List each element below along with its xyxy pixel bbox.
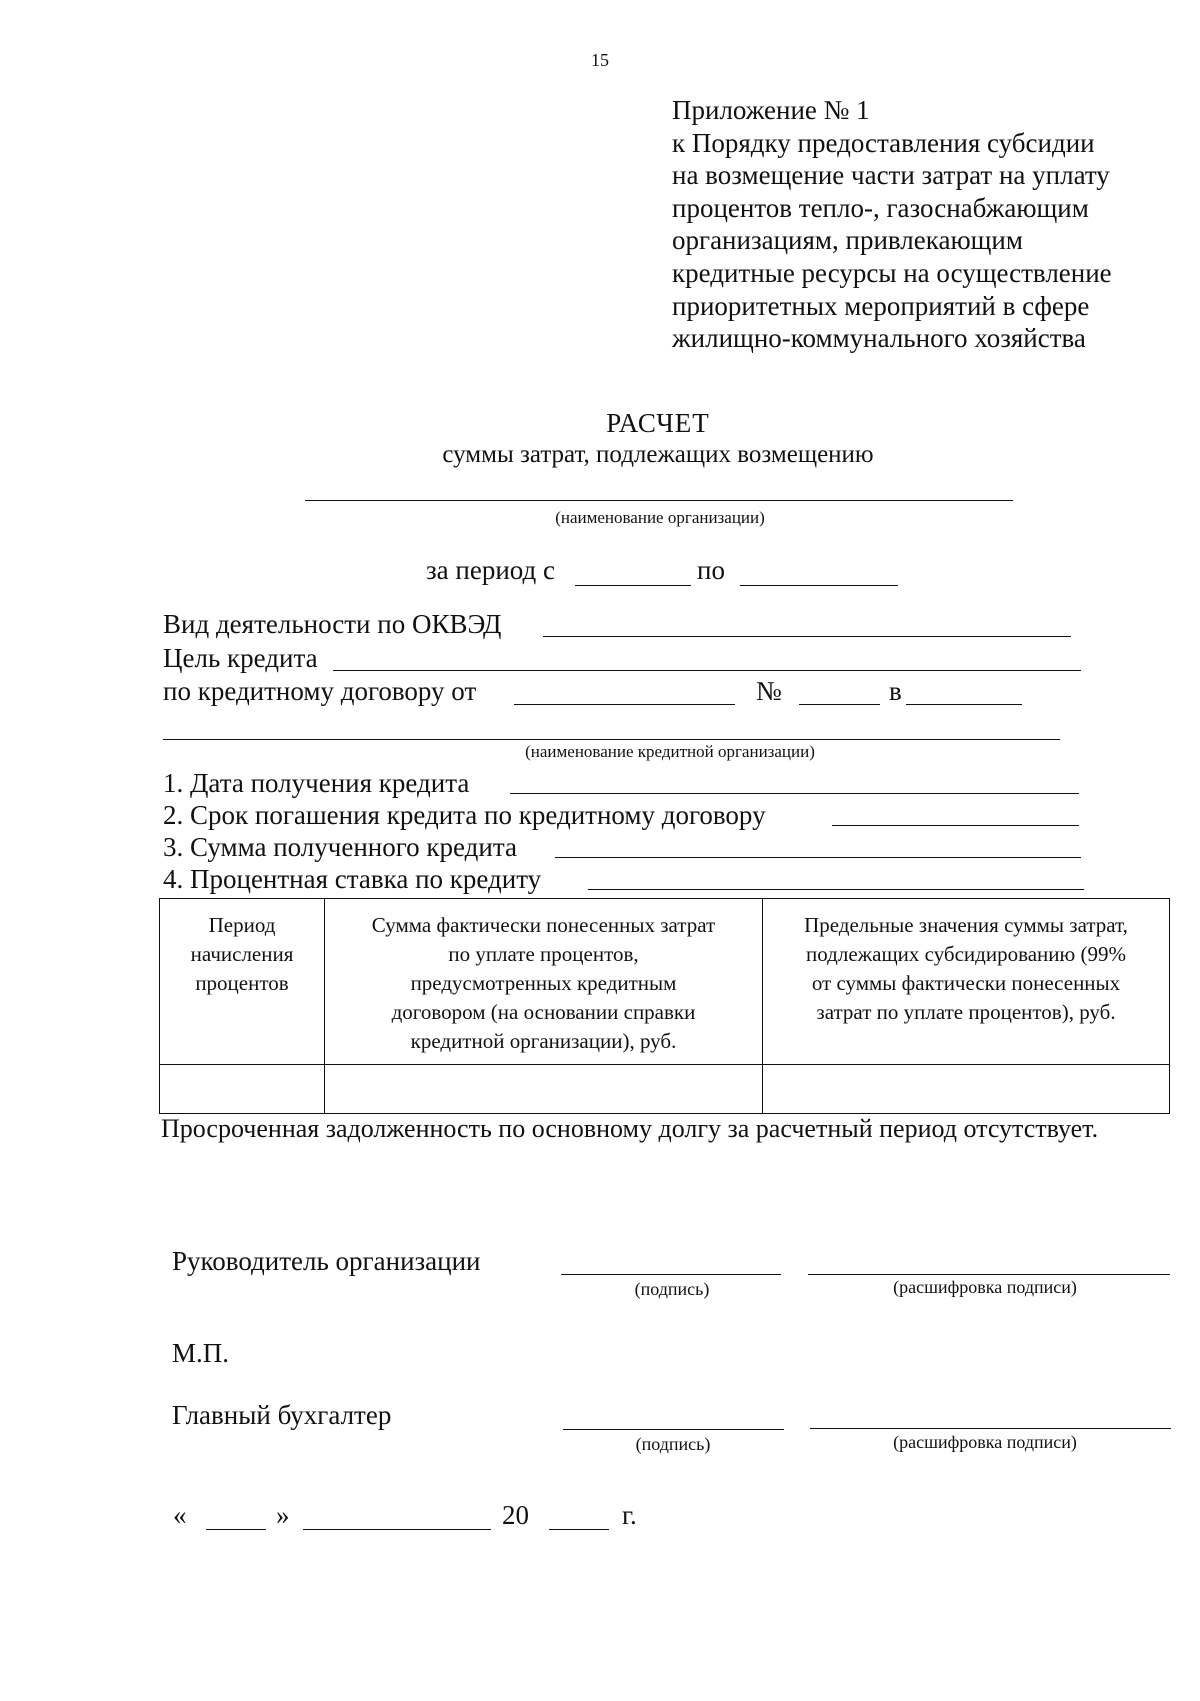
appendix-block: [672, 94, 1142, 355]
date-close-quote: »: [276, 1500, 290, 1530]
item-interest-rate-field[interactable]: [588, 889, 1084, 890]
calculation-table: [159, 898, 1170, 1114]
contract-number-label: №: [756, 676, 782, 706]
head-signature-line[interactable]: [561, 1274, 781, 1275]
head-decoding-caption: (расшифровка подписи): [893, 1277, 1077, 1297]
item-credit-date-label: 1. Дата получения кредита: [163, 768, 470, 798]
period-from-field[interactable]: [575, 585, 691, 586]
contract-label: по кредитному договору от: [163, 676, 477, 706]
item-repayment-term-field[interactable]: [832, 825, 1079, 826]
document-title: РАСЧЕТ: [606, 408, 710, 438]
cell-actual-costs[interactable]: [325, 1065, 763, 1114]
appendix-line: приоритетных мероприятий в сфере: [672, 290, 1090, 321]
accountant-decoding-line[interactable]: [810, 1428, 1171, 1429]
bank-name-line[interactable]: [163, 739, 1060, 740]
appendix-line: организациям, привлекающим: [672, 225, 1023, 256]
cell-interest-period[interactable]: [160, 1065, 325, 1114]
item-repayment-term-label: 2. Срок погашения кредита по кредитному договору: [163, 800, 766, 830]
accountant-signature-caption: (подпись): [635, 1434, 711, 1454]
stamp-label: М.П.: [172, 1338, 230, 1368]
contract-number-field[interactable]: [799, 704, 880, 705]
appendix-line: Приложение № 1: [672, 95, 870, 125]
period-to-field[interactable]: [740, 585, 898, 586]
date-day-field[interactable]: [206, 1529, 266, 1530]
head-signature-caption: (подпись): [634, 1279, 710, 1299]
appendix-line: к Порядку предоставления субсидии: [672, 127, 1095, 158]
period-to-label: по: [697, 555, 725, 585]
accountant-decoding-caption: (расшифровка подписи): [893, 1432, 1077, 1452]
item-interest-rate-label: 4. Процентная ставка по кредиту: [163, 864, 542, 894]
org-name-line[interactable]: [305, 500, 1013, 501]
appendix-line: кредитные ресурсы на осуществление: [672, 257, 1112, 288]
table-row: [160, 1065, 1170, 1114]
head-decoding-line[interactable]: [808, 1274, 1170, 1275]
date-month-field[interactable]: [303, 1529, 491, 1530]
date-year-prefix: 20: [502, 1500, 529, 1530]
contract-bank-inline-field[interactable]: [906, 704, 1022, 705]
cell-subsidy-limit[interactable]: [763, 1065, 1170, 1114]
credit-goal-label: Цель кредита: [163, 643, 318, 673]
header-interest-period: Период начисления процентов: [160, 899, 325, 1065]
accountant-label: Главный бухгалтер: [172, 1400, 392, 1430]
accountant-signature-line[interactable]: [563, 1429, 784, 1430]
okved-label: Вид деятельности по ОКВЭД: [163, 609, 502, 639]
date-year-suffix: г.: [622, 1500, 637, 1530]
header-subsidy-limit: Предельные значения суммы затрат, подлежащих субсидированию (99% от суммы фактически понесенных затрат по уплате процентов), руб.: [763, 899, 1170, 1065]
credit-goal-field[interactable]: [333, 670, 1081, 671]
period-from-label: за период с: [426, 555, 555, 585]
appendix-line: на возмещение части затрат на уплату: [672, 160, 1110, 191]
date-year-field[interactable]: [549, 1529, 609, 1530]
okved-field[interactable]: [543, 636, 1071, 637]
page-number: 15: [591, 50, 609, 70]
header-actual-costs: Сумма фактически понесенных затрат по уплате процентов, предусмотренных кредитным договором (на основании справки кредитной организации), руб.: [325, 899, 763, 1065]
org-name-caption: (наименование организации): [555, 508, 765, 527]
item-credit-date-field[interactable]: [510, 793, 1079, 794]
document-subtitle: суммы затрат, подлежащих возмещению: [442, 441, 874, 468]
item-credit-amount-label: 3. Сумма полученного кредита: [163, 832, 517, 862]
contract-in-label: в: [889, 676, 902, 706]
bank-name-caption: (наименование кредитной организации): [525, 742, 815, 761]
table-header-row: [160, 899, 1170, 1065]
appendix-line: жилищно-коммунального хозяйства: [672, 323, 1086, 354]
item-credit-amount-field[interactable]: [555, 857, 1081, 858]
head-label: Руководитель организации: [172, 1246, 481, 1276]
date-open-quote: «: [173, 1500, 187, 1530]
contract-date-field[interactable]: [514, 704, 735, 705]
appendix-line: процентов тепло-, газоснабжающим: [672, 192, 1089, 223]
overdue-statement: Просроченная задолженность по основному долгу за расчетный период отсутствует.: [161, 1114, 1099, 1143]
